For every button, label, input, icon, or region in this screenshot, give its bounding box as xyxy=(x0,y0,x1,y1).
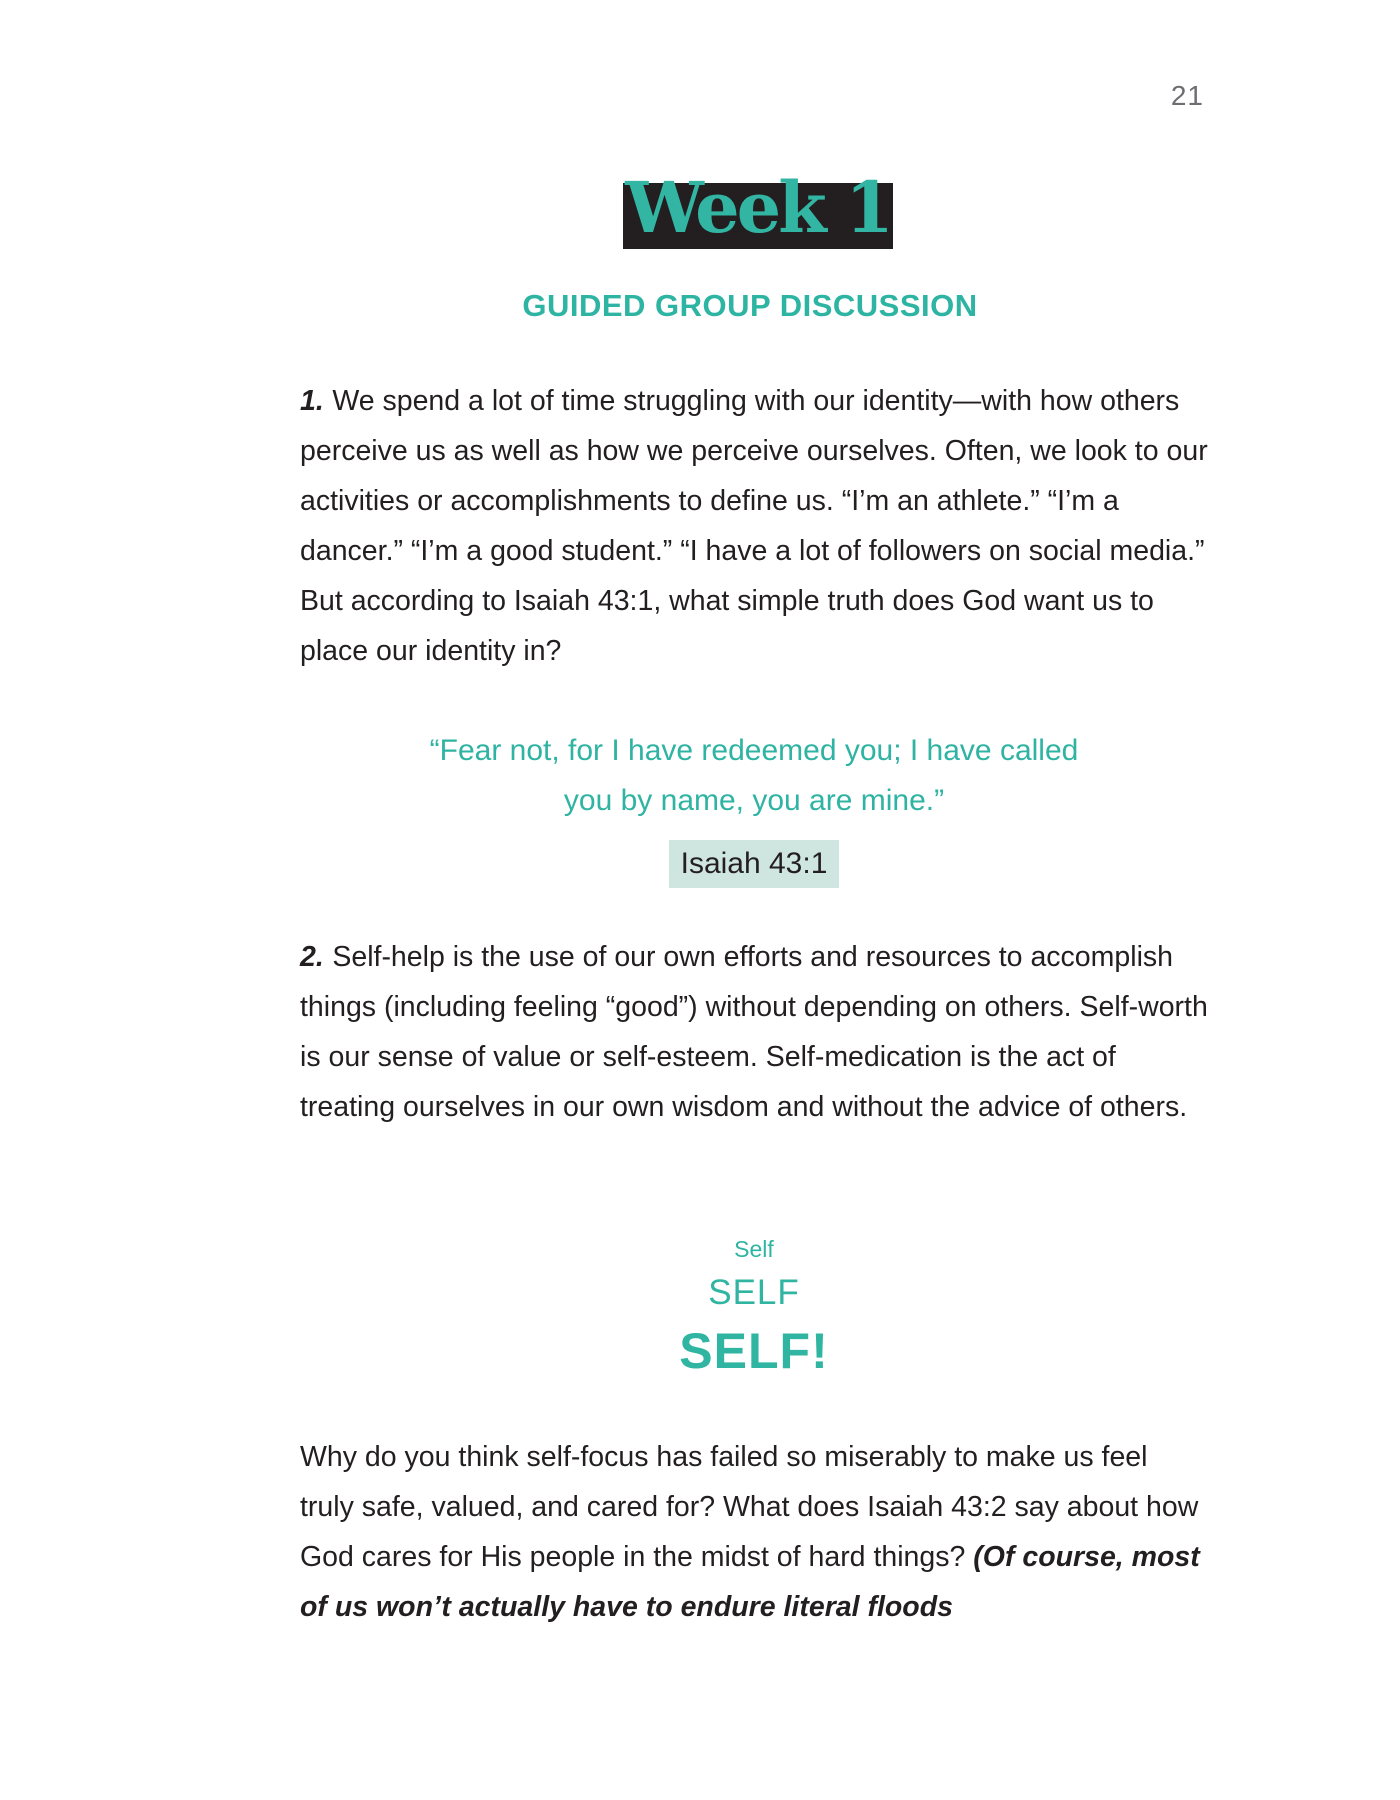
self-emphasis-stack xyxy=(300,1232,1208,1382)
verse-reference-row xyxy=(300,840,1208,891)
self-word-medium: SELF xyxy=(708,1273,800,1312)
question-2-paragraph xyxy=(300,932,1208,1132)
week-title: Week 1 xyxy=(625,166,891,249)
question-2-text: Self-help is the use of our own efforts and resources to accomplish things (including feeling “good”) without depending on others. Self-worth is our sense of value or self-esteem. Self-medication is the act of treating ourselves in our own wisdom and without the advice of others. xyxy=(300,941,1208,1123)
question-3-paragraph xyxy=(300,1432,1208,1632)
question-1-text: We spend a lot of time struggling with our identity—with how others perceive us as well as how we perceive ourselves. Often, we look to our activities or accomplishments to define us. “I’m an athlete.” “I’m a dancer.” “I’m a good student.” “I have a lot of followers on social media.” But according to Isaiah 43:1, what simple truth does God want us to place our identity in? xyxy=(300,385,1208,667)
question-3-emphasis-text: (Of course, most of us won’t actually have to endure literal floods xyxy=(300,1541,1200,1623)
self-word-large: SELF! xyxy=(679,1323,829,1379)
question-2-number: 2. xyxy=(300,941,324,973)
week-banner xyxy=(623,166,893,249)
verse-line-2: you by name, you are mine.” xyxy=(563,784,945,817)
section-heading: GUIDED GROUP DISCUSSION xyxy=(522,288,978,323)
verse-line-1: “Fear not, for I have redeemed you; I have called xyxy=(429,734,1079,767)
verse-reference-highlight: Isaiah 43:1 xyxy=(669,840,840,888)
question-3-text: Why do you think self-focus has failed so miserably to make us feel truly safe, valued, and cared for? What does Isaiah 43:2 say about how God cares for His people in the midst of hard things? xyxy=(300,1441,1199,1573)
page-number: 21 xyxy=(1170,80,1204,111)
question-1-number: 1. xyxy=(300,385,324,417)
question-1-paragraph xyxy=(300,376,1208,676)
verse-quote-block xyxy=(300,726,1208,891)
self-word-small: Self xyxy=(734,1236,774,1262)
